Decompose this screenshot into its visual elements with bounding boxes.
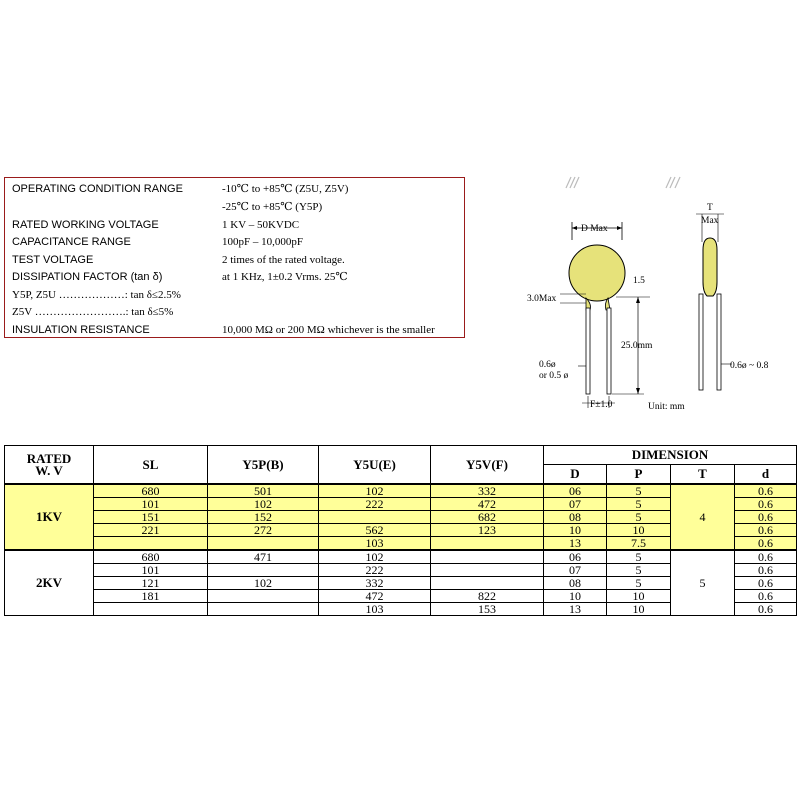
- t-header: T: [671, 465, 735, 485]
- y5v-cell: 123: [431, 524, 544, 537]
- p-cell: 5: [607, 498, 671, 511]
- y5p-header: Y5P(B): [208, 446, 319, 485]
- voltage-cell: 1KV: [5, 484, 94, 550]
- lead-right: [607, 308, 611, 394]
- p-cell: 5: [607, 550, 671, 564]
- lead-d-header: d: [735, 465, 797, 485]
- sl-cell: 221: [94, 524, 208, 537]
- lead-d-cell: 0.6: [735, 511, 797, 524]
- lead-d-cell: 0.6: [735, 484, 797, 498]
- y5p-cell: 102: [208, 577, 319, 590]
- y5v-cell: 682: [431, 511, 544, 524]
- lead-diameter-label: 0.6ø: [539, 360, 556, 370]
- y5v-cell: [431, 564, 544, 577]
- y5v-cell: 153: [431, 603, 544, 616]
- y5v-cell: 822: [431, 590, 544, 603]
- y5u-cell: 103: [319, 603, 431, 616]
- spec-row: [5, 287, 464, 304]
- d-cell: 06: [544, 484, 607, 498]
- capacitor-side: [703, 238, 717, 296]
- spec-row: [5, 322, 464, 339]
- y5p-cell: [208, 603, 319, 616]
- lead-d-cell: 0.6: [735, 550, 797, 564]
- lead-d-cell: 0.6: [735, 603, 797, 616]
- sl-cell: 101: [94, 498, 208, 511]
- spec-label: DISSIPATION FACTOR (tan δ): [12, 271, 163, 283]
- p-cell: 7.5: [607, 537, 671, 551]
- spec-value: -25℃ to +85℃ (Y5P): [222, 201, 323, 213]
- spec-row: [5, 269, 464, 286]
- d-cell: 08: [544, 511, 607, 524]
- y5p-cell: [208, 537, 319, 551]
- lead-d-cell: 0.6: [735, 537, 797, 551]
- lead-left: [586, 308, 590, 394]
- lead-diameter-alt-label: or 0.5 ø: [539, 371, 569, 381]
- lead-d-cell: 0.6: [735, 590, 797, 603]
- spec-label: TEST VOLTAGE: [12, 254, 94, 266]
- spec-value: 100pF – 10,000pF: [222, 236, 303, 248]
- sl-cell: [94, 537, 208, 551]
- sl-cell: 121: [94, 577, 208, 590]
- d-cell: 06: [544, 550, 607, 564]
- y5u-cell: 102: [319, 550, 431, 564]
- y5v-cell: 472: [431, 498, 544, 511]
- y5p-cell: 152: [208, 511, 319, 524]
- capacitor-disc: [569, 245, 625, 301]
- y5u-cell: 562: [319, 524, 431, 537]
- d-cell: 13: [544, 603, 607, 616]
- lead-d-cell: 0.6: [735, 564, 797, 577]
- p-cell: 5: [607, 577, 671, 590]
- p-cell: 10: [607, 524, 671, 537]
- spec-row: [5, 199, 464, 216]
- y5p-cell: 501: [208, 484, 319, 498]
- p-cell: 5: [607, 564, 671, 577]
- pitch-label: F±1.0: [590, 400, 613, 410]
- t-cell: 5: [671, 550, 735, 616]
- specification-box: [4, 177, 465, 338]
- d-max-label: D Max: [581, 224, 608, 234]
- height-label: 3.0Max: [527, 294, 557, 304]
- spec-row: [5, 181, 464, 198]
- spec-value: 1 KV – 50KVDC: [222, 219, 300, 231]
- d-cell: 07: [544, 498, 607, 511]
- spec-label: Z5V …………………….: tan δ≤5%: [12, 306, 174, 318]
- sl-cell: 181: [94, 590, 208, 603]
- d-cell: 08: [544, 577, 607, 590]
- sl-cell: [94, 603, 208, 616]
- sl-cell: 680: [94, 484, 208, 498]
- lead-d-cell: 0.6: [735, 524, 797, 537]
- dim-1-5-label: 1.5: [633, 276, 645, 286]
- y5u-cell: [319, 511, 431, 524]
- y5p-cell: 102: [208, 498, 319, 511]
- spec-row: [5, 304, 464, 321]
- capacitor-drawing-svg: [520, 170, 800, 420]
- spec-label: RATED WORKING VOLTAGE: [12, 219, 159, 231]
- capacitor-drawing: [520, 170, 800, 420]
- p-cell: 5: [607, 511, 671, 524]
- p-cell: 10: [607, 590, 671, 603]
- table-row: [5, 484, 797, 498]
- dimension-header: DIMENSION: [544, 446, 797, 465]
- y5p-cell: [208, 564, 319, 577]
- spec-label: OPERATING CONDITION RANGE: [12, 183, 183, 195]
- t-label: T: [707, 203, 713, 213]
- rated-voltage-header: [5, 446, 94, 485]
- sl-cell: 151: [94, 511, 208, 524]
- y5p-cell: [208, 590, 319, 603]
- y5u-header: Y5U(E): [319, 446, 431, 485]
- spec-label: CAPACITANCE RANGE: [12, 236, 131, 248]
- p-cell: 10: [607, 603, 671, 616]
- unit-label: Unit: mm: [648, 402, 685, 412]
- spec-row: [5, 252, 464, 269]
- t-cell: 4: [671, 484, 735, 550]
- lead-d-cell: 0.6: [735, 577, 797, 590]
- rated-header-line1: RATED: [26, 450, 72, 466]
- spec-value: 10,000 MΩ or 200 MΩ whichever is the smaller: [222, 324, 435, 336]
- capacitance-table: [4, 445, 797, 616]
- y5v-cell: 332: [431, 484, 544, 498]
- spec-label: Y5P, Z5U ………………: tan δ≤2.5%: [12, 289, 181, 301]
- spec-label: INSULATION RESISTANCE: [12, 324, 150, 336]
- y5v-cell: [431, 577, 544, 590]
- sl-cell: 680: [94, 550, 208, 564]
- y5u-cell: 332: [319, 577, 431, 590]
- sl-cell: 101: [94, 564, 208, 577]
- spec-row: [5, 234, 464, 251]
- sl-header: SL: [94, 446, 208, 485]
- d-cell: 10: [544, 590, 607, 603]
- y5u-cell: 222: [319, 564, 431, 577]
- y5p-cell: 471: [208, 550, 319, 564]
- slash-marks-right: [666, 177, 680, 188]
- y5p-cell: 272: [208, 524, 319, 537]
- spec-value: at 1 KHz, 1±0.2 Vrms. 25℃: [222, 271, 348, 283]
- t-max-label: Max: [701, 216, 719, 226]
- p-header: P: [607, 465, 671, 485]
- lead-length-label: 25.0mm: [621, 341, 653, 351]
- rated-header-line2: W. V: [35, 462, 63, 478]
- d-cell: 10: [544, 524, 607, 537]
- spec-value: -10℃ to +85℃ (Z5U, Z5V): [222, 183, 349, 195]
- y5u-cell: 472: [319, 590, 431, 603]
- y5v-cell: [431, 537, 544, 551]
- p-cell: 5: [607, 484, 671, 498]
- d-cell: 13: [544, 537, 607, 551]
- spec-row: [5, 217, 464, 234]
- y5u-cell: 103: [319, 537, 431, 551]
- table-row: [5, 550, 797, 564]
- lead-d-cell: 0.6: [735, 498, 797, 511]
- slash-marks-left: [566, 177, 579, 188]
- side-lead-diameter-label: 0.6ø ~ 0.8: [730, 361, 769, 371]
- y5u-cell: 102: [319, 484, 431, 498]
- y5v-cell: [431, 550, 544, 564]
- y5u-cell: 222: [319, 498, 431, 511]
- spec-value: 2 times of the rated voltage.: [222, 254, 345, 266]
- d-header: D: [544, 465, 607, 485]
- d-cell: 07: [544, 564, 607, 577]
- voltage-cell: 2KV: [5, 550, 94, 616]
- y5v-header: Y5V(F): [431, 446, 544, 485]
